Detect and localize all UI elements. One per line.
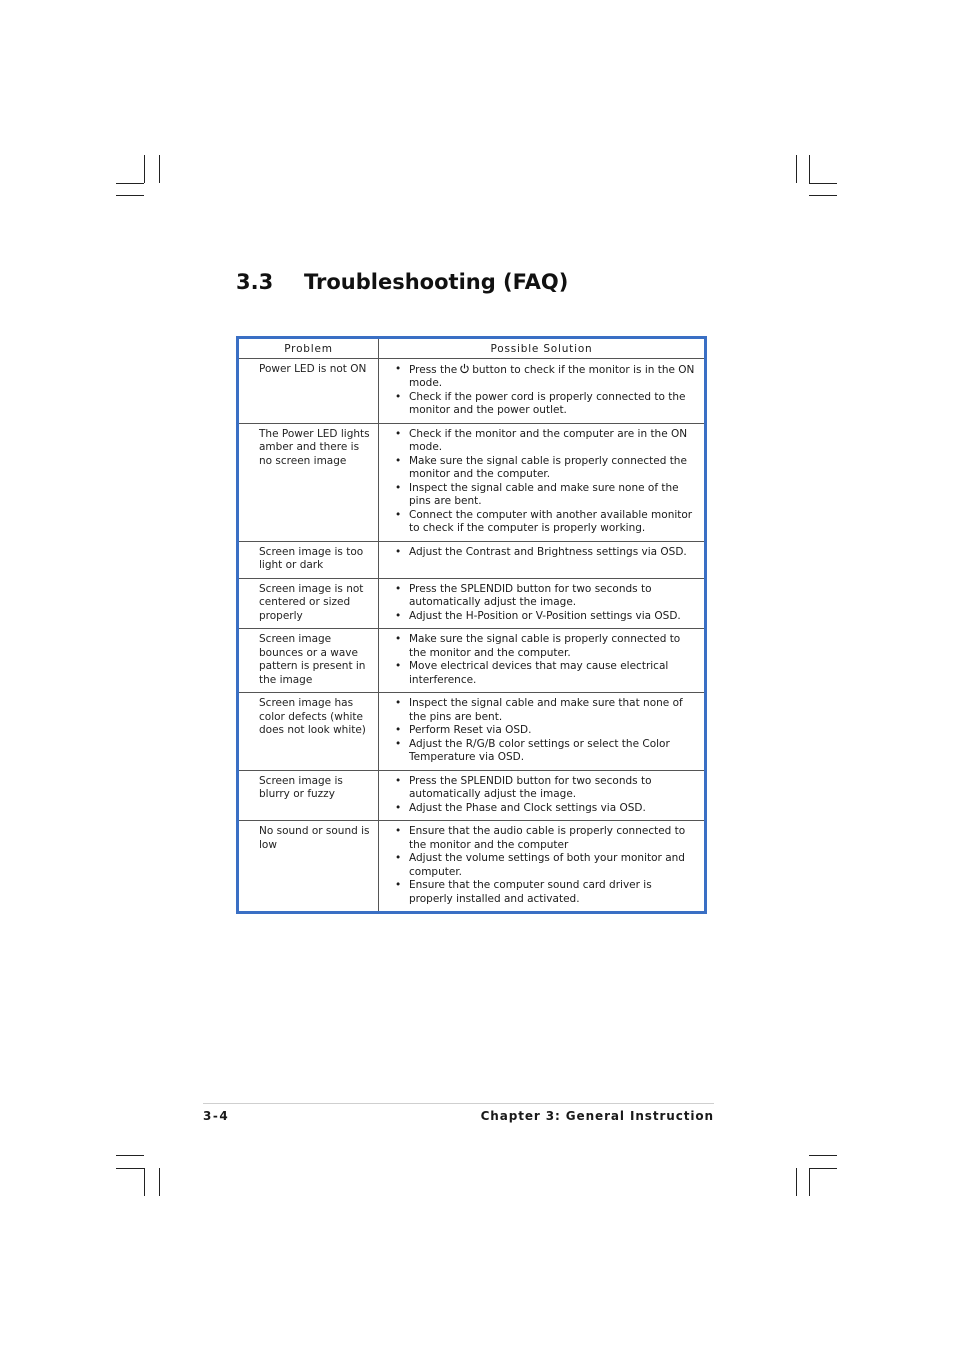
solution-text: Make sure the signal cable is properly connected to the monitor and the computer.: [409, 633, 681, 659]
solution-cell: [379, 821, 705, 912]
bullet-icon: •: [395, 454, 402, 467]
solution-cell: [379, 423, 705, 541]
solution-text: Check if the power cord is properly connected to the monitor and the power outlet.: [409, 390, 686, 416]
list-item: [393, 633, 696, 660]
list-item: [393, 583, 696, 610]
section-title: Troubleshooting (FAQ): [304, 270, 569, 294]
bullet-icon: •: [395, 852, 402, 864]
solution-text: Adjust the R/G/B color settings or select the Color Temperature via OSD.: [409, 737, 670, 763]
bullet-icon: •: [395, 825, 402, 837]
table-header-row: [239, 339, 704, 358]
bullet-icon: •: [395, 660, 402, 672]
problem-cell: No sound or sound is low: [239, 821, 379, 912]
list-item: [393, 391, 696, 418]
solution-text: Press the SPLENDID button for two seconds to automatically adjust the image.: [409, 582, 652, 608]
problem-cell: Screen image bounces or a wave pattern is present in the image: [239, 629, 379, 693]
solution-text: Inspect the signal cable and make sure that none of the pins are bent.: [409, 697, 683, 723]
table-row: [239, 629, 704, 693]
solution-text: Ensure that the computer sound card driver is properly installed and activated.: [409, 879, 652, 905]
solution-text: Connect the computer with another available monitor to check if the computer is properly working.: [409, 508, 693, 534]
list-item: [393, 363, 696, 391]
solution-list: [393, 583, 696, 624]
solution-cell: [379, 541, 705, 578]
list-item: [393, 879, 696, 906]
problem-cell: Power LED is not ON: [239, 358, 379, 423]
solution-text: Adjust the volume settings of both your monitor and computer.: [409, 852, 685, 878]
list-item: [393, 482, 696, 509]
problem-cell: Screen image is not centered or sized properly: [239, 578, 379, 629]
problem-cell: The Power LED lights amber and there is no screen image: [239, 423, 379, 541]
solution-text: Perform Reset via OSD.: [409, 724, 532, 736]
table-row: [239, 770, 704, 821]
list-item: [393, 509, 696, 536]
table-row: [239, 541, 704, 578]
list-item: [393, 852, 696, 879]
solution-list: [393, 363, 696, 418]
list-item: [393, 724, 696, 738]
bullet-icon: •: [395, 801, 402, 814]
list-item: [393, 660, 696, 687]
list-item: [393, 738, 696, 765]
bullet-icon: •: [395, 362, 402, 375]
solution-text: Adjust the Contrast and Brightness settings via OSD.: [409, 545, 687, 558]
solution-text: button to check if the monitor is in the ON mode.: [409, 363, 695, 389]
solution-list: [393, 633, 696, 687]
faq-table: [236, 336, 707, 914]
solution-list: [393, 428, 696, 536]
solution-text: Check if the monitor and the computer are in the ON mode.: [409, 427, 688, 453]
solution-list: [393, 775, 696, 816]
solution-cell: [379, 629, 705, 693]
solution-text: Adjust the Phase and Clock settings via OSD.: [409, 801, 646, 814]
bullet-icon: •: [395, 879, 402, 891]
solution-cell: [379, 770, 705, 821]
bullet-icon: •: [395, 697, 402, 709]
solution-text: Move electrical devices that may cause electrical interference.: [409, 660, 669, 686]
bullet-icon: •: [395, 774, 402, 787]
bullet-icon: •: [395, 427, 402, 440]
chapter-title: Chapter 3: General Instruction: [480, 1109, 714, 1123]
list-item: [393, 697, 696, 724]
bullet-icon: •: [395, 633, 402, 645]
bullet-icon: •: [395, 481, 402, 494]
section-number: 3.3: [236, 270, 274, 294]
footer-divider: [203, 1103, 714, 1104]
list-item: [393, 546, 696, 560]
table-row: [239, 358, 704, 423]
list-item: [393, 825, 696, 852]
solution-cell: [379, 578, 705, 629]
page-number: 3-4: [203, 1109, 230, 1123]
list-item: [393, 455, 696, 482]
table-row: [239, 693, 704, 771]
list-item: [393, 775, 696, 802]
problem-cell: Screen image is blurry or fuzzy: [239, 770, 379, 821]
table-body: [239, 358, 704, 911]
table-row: [239, 578, 704, 629]
solution-list: [393, 546, 696, 560]
bullet-icon: •: [395, 609, 402, 622]
table-row: [239, 423, 704, 541]
bullet-icon: •: [395, 508, 402, 521]
solution-text: Ensure that the audio cable is properly connected to the monitor and the computer: [409, 825, 686, 851]
problem-cell: Screen image has color defects (white does not look white): [239, 693, 379, 771]
solution-cell: [379, 693, 705, 771]
bullet-icon: •: [395, 390, 402, 403]
solution-cell: [379, 358, 705, 423]
header-problem: Problem: [239, 339, 379, 358]
bullet-icon: •: [395, 582, 402, 595]
bullet-icon: •: [395, 545, 402, 558]
list-item: [393, 610, 696, 624]
solution-text: Inspect the signal cable and make sure none of the pins are bent.: [409, 481, 679, 507]
solution-text: Press the SPLENDID button for two seconds to automatically adjust the image.: [409, 774, 652, 800]
list-item: [393, 428, 696, 455]
bullet-icon: •: [395, 737, 402, 750]
solution-text: Press the: [409, 363, 458, 376]
section-heading: [236, 270, 568, 294]
solution-text: Make sure the signal cable is properly connected the monitor and the computer.: [409, 454, 687, 480]
bullet-icon: •: [395, 724, 402, 736]
solution-list: [393, 825, 696, 906]
list-item: [393, 802, 696, 816]
header-solution: Possible Solution: [379, 339, 705, 358]
table-row: [239, 821, 704, 912]
power-icon: [459, 363, 470, 374]
solution-text: Adjust the H-Position or V-Position settings via OSD.: [409, 609, 681, 622]
solution-list: [393, 697, 696, 765]
problem-cell: Screen image is too light or dark: [239, 541, 379, 578]
